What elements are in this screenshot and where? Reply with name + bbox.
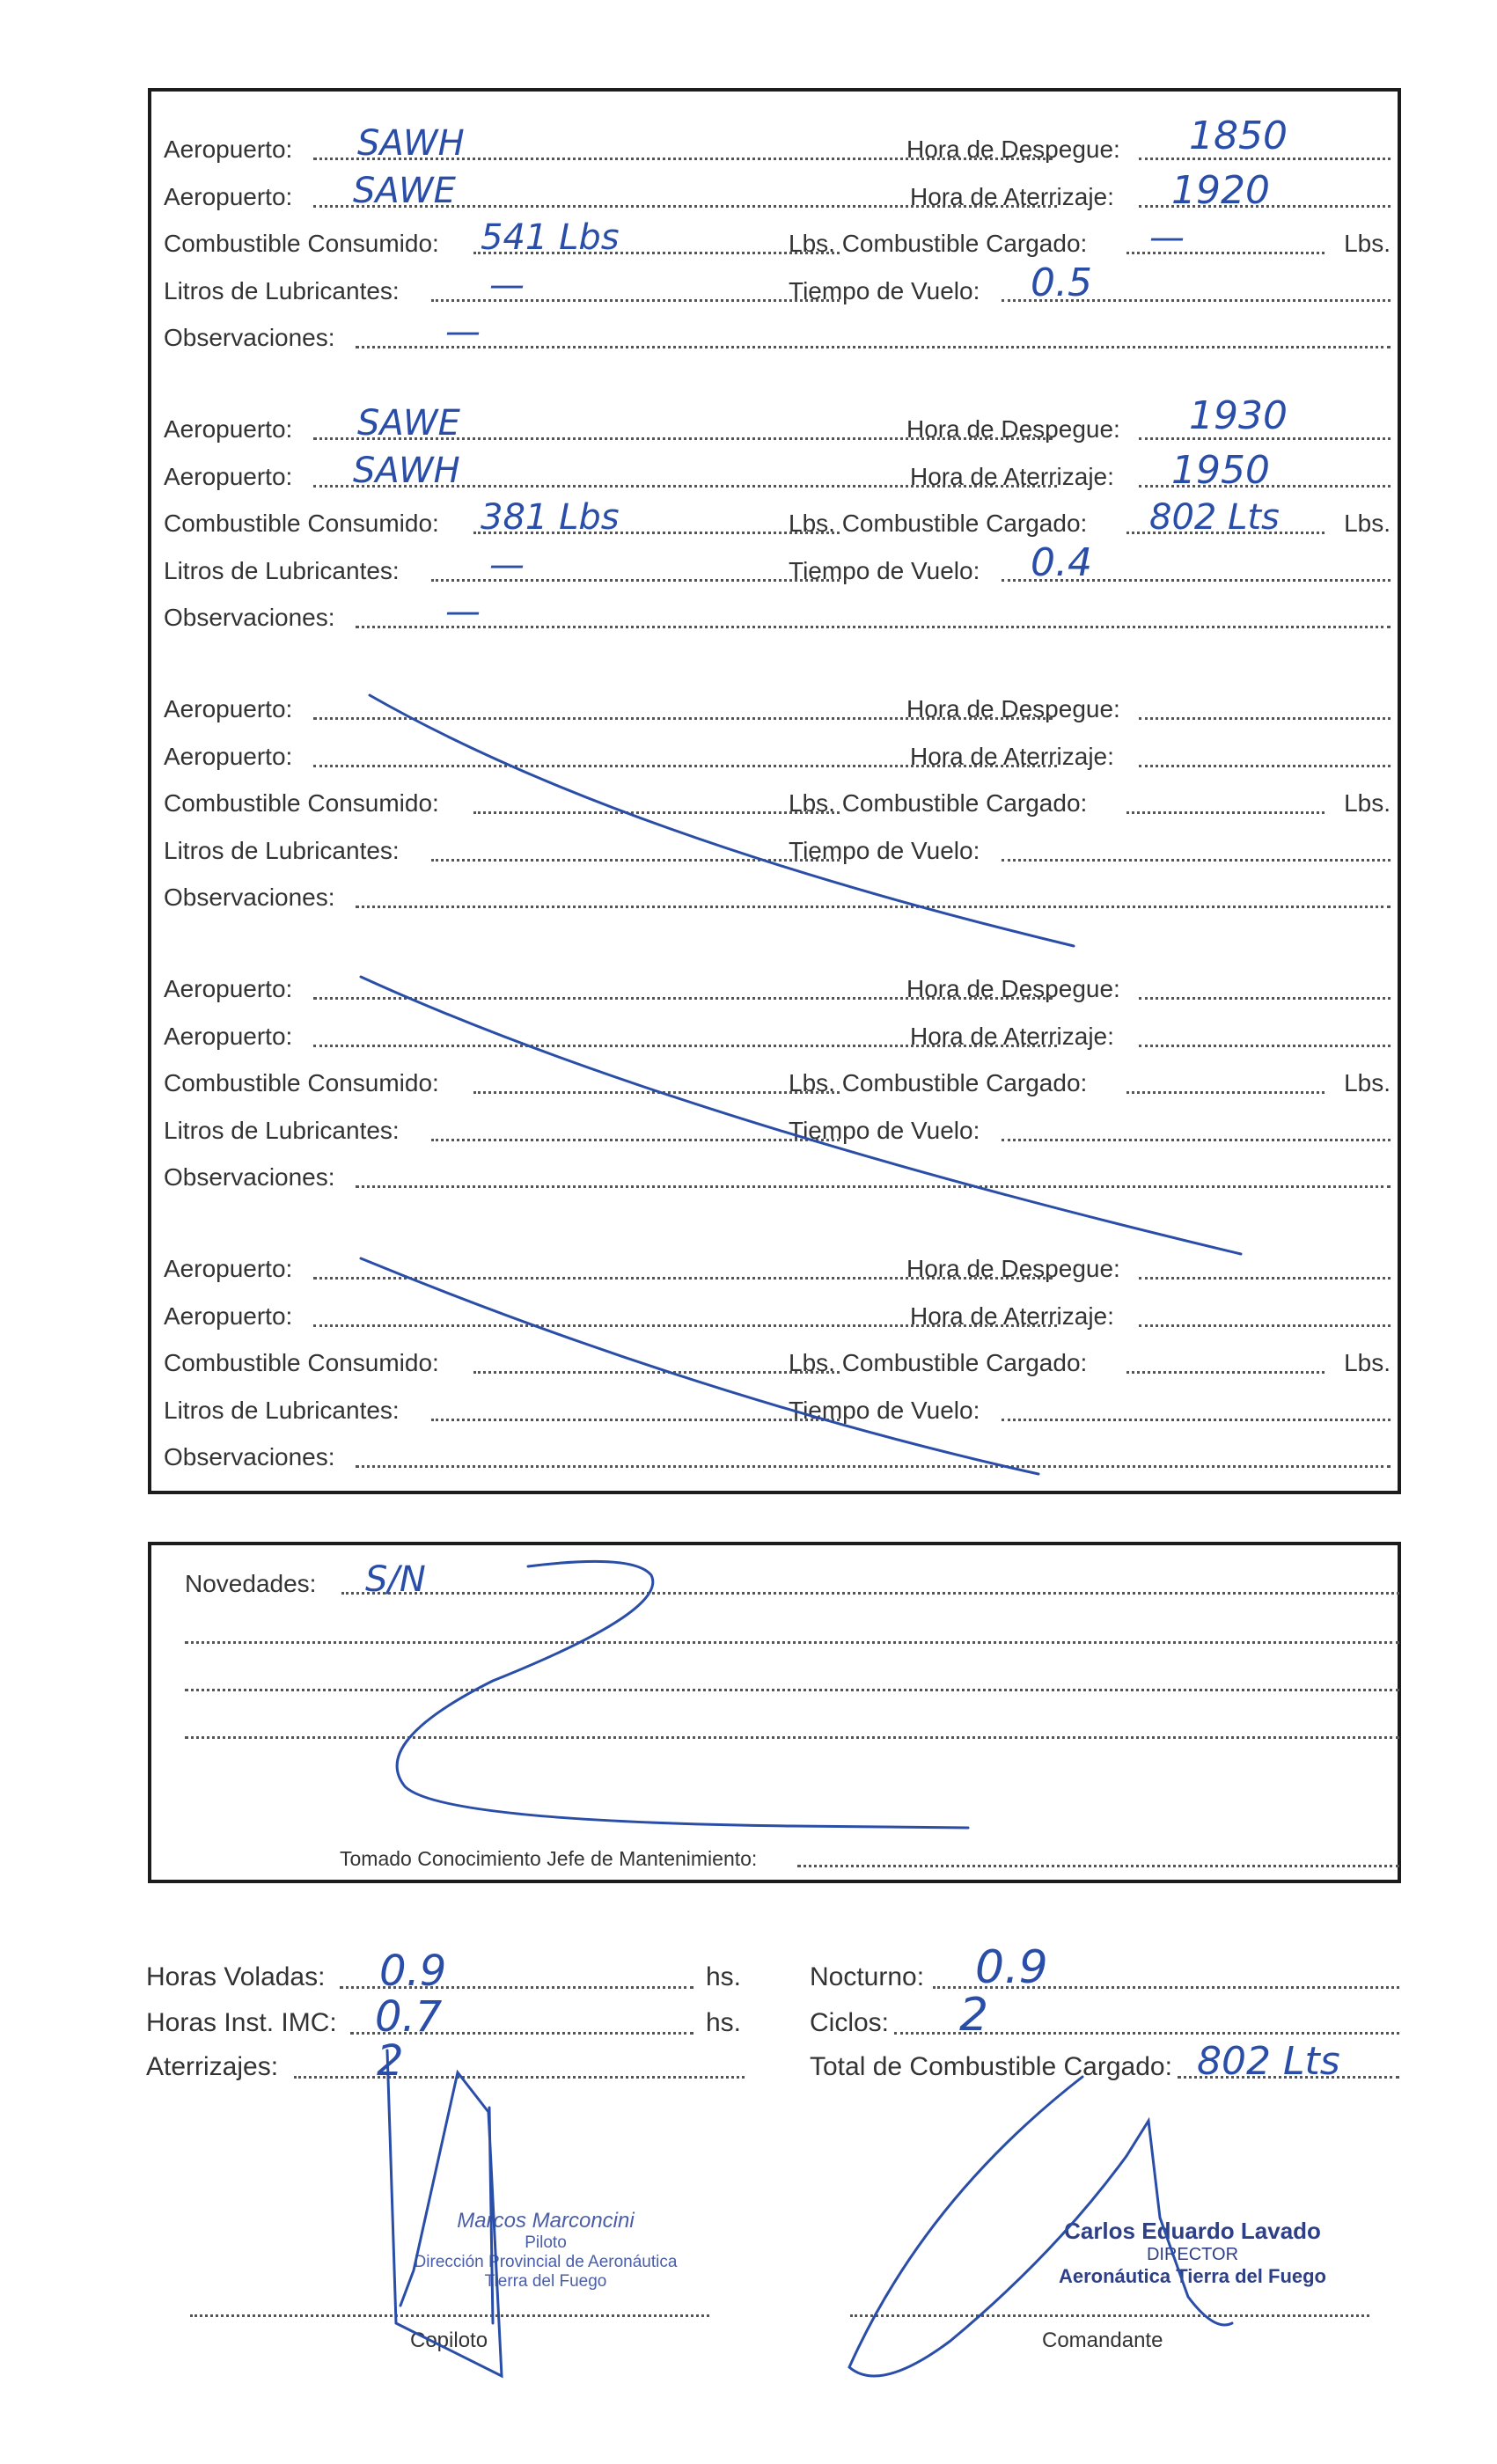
aterrizajes-value: 2 [377,2036,404,2086]
hora-despegue-label: Hora de Despegue: [906,136,1120,163]
ciclos-value: 2 [959,1989,989,2042]
hora-despegue-value: 1930 [1189,393,1288,438]
aeropuerto-2-value: SAWH [353,450,460,491]
combustible-consumido-label: Combustible Consumido: [164,789,439,817]
combustible-consumido-label: Combustible Consumido: [164,230,439,257]
horas-imc-value: 0.7 [375,1992,443,2042]
nocturno-value: 0.9 [975,1941,1048,1994]
comandante-stamp-role: DIRECTOR [1146,2245,1239,2264]
lbs-combustible-cargado-label: Lbs. Combustible Cargado: [789,510,1088,537]
lbs-combustible-cargado-label: Lbs. Combustible Cargado: [789,1069,1088,1096]
copiloto-stamp-name: Marcos Marconcini [457,2209,635,2233]
combustible-consumido-label: Combustible Consumido: [164,510,439,537]
aeropuerto-label: Aeropuerto: [164,1022,293,1050]
copiloto-stamp-org2: Tierra del Fuego [484,2272,607,2291]
ciclos-label: Ciclos: [810,2008,890,2037]
hora-aterrizaje-value: 1920 [1171,167,1270,213]
combustible-consumido-label: Combustible Consumido: [164,1069,439,1096]
litros-lubricantes-label: Litros de Lubricantes: [164,556,400,584]
comandante-stamp-org: Aeronáutica Tierra del Fuego [1058,2265,1326,2287]
total-combustible-value: 802 Lts [1197,2039,1340,2084]
aeropuerto-label: Aeropuerto: [164,182,293,210]
horas-voladas-value: 0.9 [379,1947,447,1996]
hora-aterrizaje-label: Hora de Aterrizaje: [910,742,1114,770]
hora-aterrizaje-label: Hora de Aterrizaje: [910,462,1114,490]
hora-despegue-label: Hora de Despegue: [906,975,1120,1002]
observaciones-value: — [445,591,481,632]
hora-aterrizaje-label: Hora de Aterrizaje: [910,1022,1114,1050]
observaciones-value: — [445,312,481,352]
litros-lubricantes-value: — [489,544,525,585]
lbs-unit: Lbs. [1344,230,1391,257]
litros-lubricantes-label: Litros de Lubricantes: [164,1396,400,1424]
comandante-label: Comandante [1042,2328,1163,2352]
aeropuerto-label: Aeropuerto: [164,136,293,163]
litros-lubricantes-value: — [489,264,525,305]
aeropuerto-label: Aeropuerto: [164,1302,293,1330]
novedades-label: Novedades: [185,1570,317,1597]
horas-imc-hs: hs. [705,2008,741,2037]
copiloto-stamp-org1: Dirección Provincial de Aeronáutica [414,2253,678,2271]
jefe-mantenimiento-label: Tomado Conocimiento Jefe de Mantenimiento: [340,1847,758,1870]
hora-aterrizaje-label: Hora de Aterrizaje: [910,1302,1114,1330]
litros-lubricantes-label: Litros de Lubricantes: [164,836,400,864]
observaciones-label: Observaciones: [164,324,335,351]
combustible-cargado-value: 802 Lts [1149,497,1280,538]
aeropuerto-1-value: SAWH [357,123,465,164]
observaciones-label: Observaciones: [164,1443,335,1470]
lbs-unit: Lbs. [1344,1349,1391,1376]
lbs-combustible-cargado-label: Lbs. Combustible Cargado: [789,1349,1088,1376]
tiempo-vuelo-label: Tiempo de Vuelo: [789,556,980,584]
combustible-consumido-value: 381 Lbs [481,497,620,538]
combustible-consumido-value: 541 Lbs [481,217,620,258]
aeropuerto-label: Aeropuerto: [164,975,293,1002]
copiloto-signature [387,2050,502,2376]
aeropuerto-2-value: SAWE [353,170,456,211]
horas-imc-label: Horas Inst. IMC: [146,2008,337,2037]
novedades-value: S/N [365,1559,426,1600]
aeropuerto-label: Aeropuerto: [164,415,293,443]
hora-despegue-label: Hora de Despegue: [906,1255,1120,1282]
aeropuerto-label: Aeropuerto: [164,695,293,722]
horas-voladas-hs: hs. [705,1962,741,1991]
lbs-unit: Lbs. [1344,510,1391,537]
aterrizajes-label: Aterrizajes: [146,2052,279,2081]
lbs-unit: Lbs. [1344,789,1391,817]
strikethrough-leg-5 [361,1258,1038,1474]
tiempo-vuelo-value: 0.4 [1031,539,1092,585]
tiempo-vuelo-label: Tiempo de Vuelo: [789,1396,980,1424]
strikethrough-leg-3 [370,695,1074,946]
copiloto-label: Copiloto [410,2328,488,2352]
comandante-stamp-name: Carlos Eduardo Lavado [1064,2218,1321,2244]
hora-despegue-value: 1850 [1189,114,1288,158]
lbs-combustible-cargado-label: Lbs. Combustible Cargado: [789,230,1088,257]
aeropuerto-label: Aeropuerto: [164,1255,293,1282]
litros-lubricantes-label: Litros de Lubricantes: [164,1116,400,1144]
strikethrough-leg-4 [361,977,1241,1254]
comandante-signature [849,2077,1232,2376]
hora-despegue-label: Hora de Despegue: [906,415,1120,443]
nocturno-label: Nocturno: [810,1962,925,1991]
observaciones-label: Observaciones: [164,884,335,911]
total-combustible-label: Total de Combustible Cargado: [810,2052,1172,2081]
tiempo-vuelo-value: 0.5 [1031,260,1092,305]
observaciones-label: Observaciones: [164,1163,335,1191]
combustible-consumido-label: Combustible Consumido: [164,1349,439,1376]
aeropuerto-label: Aeropuerto: [164,742,293,770]
lbs-unit: Lbs. [1344,1069,1391,1096]
hora-aterrizaje-value: 1950 [1171,447,1270,493]
tiempo-vuelo-label: Tiempo de Vuelo: [789,276,980,304]
litros-lubricantes-label: Litros de Lubricantes: [164,276,400,304]
tiempo-vuelo-label: Tiempo de Vuelo: [789,1116,980,1144]
hora-aterrizaje-label: Hora de Aterrizaje: [910,182,1114,210]
novedades-loop [397,1561,968,1828]
copiloto-stamp-role: Piloto [525,2233,567,2252]
horas-voladas-label: Horas Voladas: [146,1962,326,1991]
lbs-combustible-cargado-label: Lbs. Combustible Cargado: [789,789,1088,817]
aeropuerto-label: Aeropuerto: [164,462,293,490]
combustible-cargado-value: — [1149,217,1185,258]
hora-despegue-label: Hora de Despegue: [906,695,1120,722]
aeropuerto-1-value: SAWE [357,403,460,444]
tiempo-vuelo-label: Tiempo de Vuelo: [789,836,980,864]
observaciones-label: Observaciones: [164,604,335,631]
